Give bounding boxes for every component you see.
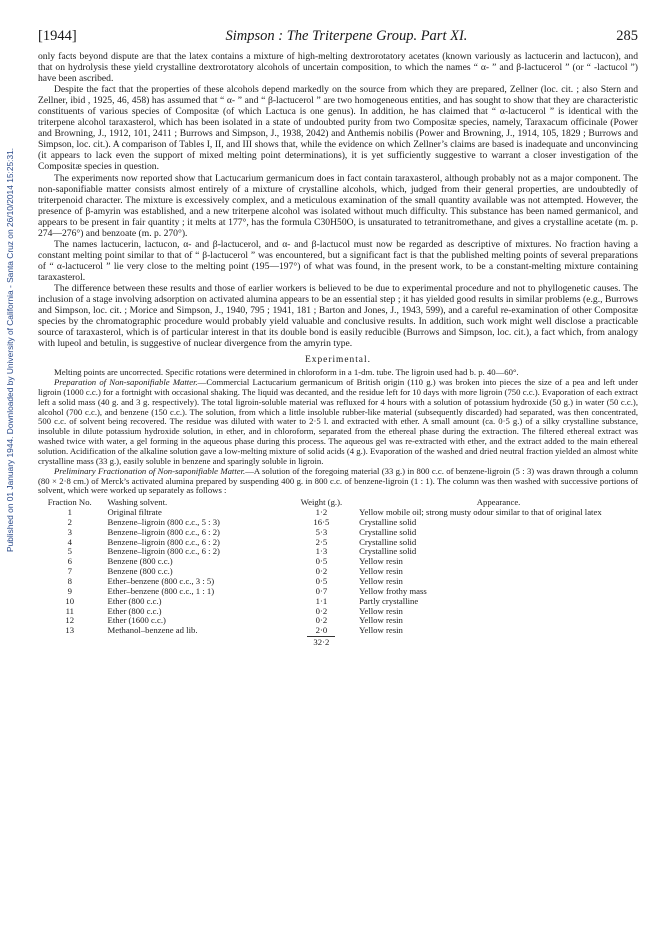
fraction-appearance: Yellow frothy mass xyxy=(359,585,427,596)
paragraph-text: —A solution of the foregoing material (33 g.) in 800 c.c. of benzene-ligroin (5 : 3) was drawn through a column (80 × 2·8 cm.) of Merck’s activated alumina prepared by suspending 400 g. in 800 c.c. of benzene-ligroin (1 : 1). The column was then washed with successive portions of solvent, which were worked up separately as follows : xyxy=(38,465,638,496)
fraction-weight: 2·0 xyxy=(315,625,328,636)
header-page-number: 285 xyxy=(616,28,638,44)
fractionation-paragraph xyxy=(38,467,638,497)
fraction-appearance: Crystalline solid xyxy=(359,536,417,547)
column-header: Fraction No. xyxy=(47,497,92,508)
washing-solvent: Ether (800 c.c.) xyxy=(107,595,162,606)
fraction-number: 3 xyxy=(67,526,72,537)
fraction-weight: 0·2 xyxy=(315,566,328,577)
fraction-number: 11 xyxy=(65,605,74,616)
run-in-heading: Preparation of Non-saponifiable Matter. xyxy=(54,377,198,388)
fraction-appearance: Yellow mobile oil; strong musty odour similar to that of original latex xyxy=(359,507,602,518)
table-row xyxy=(38,626,638,636)
fraction-appearance: Crystalline solid xyxy=(359,526,417,537)
fraction-number: 2 xyxy=(67,516,72,527)
fraction-weight: 0·5 xyxy=(315,575,328,586)
fraction-weight: 0·2 xyxy=(315,605,328,616)
washing-solvent: Benzene (800 c.c.) xyxy=(107,566,173,577)
table-body xyxy=(38,508,638,636)
fraction-appearance: Yellow resin xyxy=(359,556,403,567)
fraction-appearance: Crystalline solid xyxy=(359,546,417,557)
header-title: Simpson : The Triterpene Group. Part XI. xyxy=(225,28,468,44)
download-watermark: Published on 01 January 1944. Downloaded by University of California - Santa Cruz on 26/10/2014 15:25:31. xyxy=(5,147,15,553)
fraction-weight: 1·1 xyxy=(315,595,328,606)
washing-solvent: Original filtrate xyxy=(107,507,162,518)
fraction-weight: 0·5 xyxy=(315,556,328,567)
fraction-number: 4 xyxy=(67,536,72,547)
fraction-weight: 0·2 xyxy=(315,615,328,626)
section-heading: Experimental. xyxy=(305,355,371,366)
paragraph: The difference between these results and those of earlier workers is believed to be due to experimental procedure and not to phyllogenetic causes. The inclusion of a stage involving adsorption on activated alumina appears to be an essential step ; it has yielded good results in similar problems (e.g., Burrows and Simpson, loc. cit. ; Morice and Simpson, J., 1940, 795 ; 1941, 181 ; Barton and Jones, J., 1943, 599), and a careful re-examination of other Compositæ species by the chromatographic procedure would probably yield valuable and conclusive results. In addition, such work might well disclose a practicable source of taraxasterol, which is of particular interest in that its double bond is easily reducible (Burrows and Simpson, loc. cit.), a fact which, from analogy with lupeol and betulin, is suggestive of nuclear divergence from the amyrin type. xyxy=(38,282,638,350)
fraction-weight: 2·5 xyxy=(315,536,328,547)
fraction-appearance: Yellow resin xyxy=(359,615,403,626)
fraction-number: 1 xyxy=(67,507,72,518)
fraction-appearance: Partly crystalline xyxy=(359,595,419,606)
fraction-weight: 1·2 xyxy=(315,507,328,518)
total-weight: 32·2 xyxy=(307,636,335,648)
washing-solvent: Ether (1600 c.c.) xyxy=(107,615,166,626)
fraction-number: 12 xyxy=(65,615,75,626)
experimental-section xyxy=(38,368,638,496)
paragraph-text: —Commercial Lactucarium germanicum of British origin (110 g.) was broken into pieces the size of a pea and left under ligroin (1000 c.c.) for a fortnight with occasional shaking. The liquid was decanted, and the residue left for 10 days with more ligroin (750 c.c.). Evaporation of each extract left a solid mass (40 g. and 3 g. respectively). The total ligroin-soluble material was refluxed for 4 hours with a solution of potassium hydroxide (50 g.) in water (50 c.c.), alcohol (700 c.c.), and benzene (150 c.c.). The solution, from which a little insoluble rubber-like material (subsequently discarded) had separated, was then concentrated, 500 c.c. of solvent being recovered. The residue was diluted with water to 2·5 l. and extracted with ether. A small amount (ca. 0·5 g.) of a silky crystalline substance, insoluble in dilute potassium hydroxide solution, in ether, and in chloroform, separated from the ethereal phase during the extraction. The filtered ethereal extract was washed twice with water, a gel forming in the aqueous phase during this process. The aqueous gel was re-extracted with ether, and the extract added to the main ethereal solution. Acidification of the alkaline solution gave a low-melting mixture of solid acids (4 g.). Evaporation of the washed and dried neutral fraction yielded an almost white crystalline mass (33 g.), easily soluble in benzene and sparingly soluble in ligroin. xyxy=(38,377,639,466)
paragraph: The experiments now reported show that Lactucarium germanicum does in fact contain taraxasterol, although probably not as a major component. The non-saponifiable matter consists almost entirely of a mixture of crystalline alcohols, which, judged from their general properties, are undoubtedly of triterpenoid character. The mixture is excessively complex, and a meticulous examination of the small quantity available was not attempted. However, the presence of β-amyrin was established, and a new triterpene alcohol was isolated without much difficulty. This substance has been named germanicol, and appears to be present in fair quantity ; it melts at 177°, has the formula C30H50O, is unsaturated to tetranitromethane, and gives a crystalline acetate (m. p. 274—276°) and benzoate (m. p. 270°). xyxy=(38,172,638,239)
header-year: [1944] xyxy=(38,28,77,44)
fraction-number: 10 xyxy=(65,595,75,606)
paragraph: only facts beyond dispute are that the latex contains a mixture of high-melting dextrorotatory acetates (known variously as lactucerin and lactucon), and that on hydrolysis these yield crystalline dextrorotatory alcohols of uncertain composition, to which the names “ α- ” and β-lactucerol ” (or “ -lactucol ”) have been ascribed. xyxy=(38,51,638,85)
fraction-table xyxy=(38,498,638,648)
paragraph: The names lactucerin, lactucon, α- and β-lactucerol, and α- and β-lactucol must now be regarded as descriptive of mixtures. No fraction having a constant melting point similar to that of “ β-lactucerol ” was encountered, but a significant fact is that the published melting points of several preparations of “ α-lactucerol ” lie very close to the melting point (195—197°) of what was found, in the present work, to be a constant-melting mixture containing taraxasterol. xyxy=(38,238,638,283)
column-header: Washing solvent. xyxy=(107,497,168,508)
preparation-paragraph xyxy=(38,378,638,467)
running-header xyxy=(38,28,638,45)
body-text xyxy=(38,51,638,349)
experimental-intro: Melting points are uncorrected. Specific rotations were determined in chloroform in a 1-dm. tube. The ligroin used had b. p. 40—60°. xyxy=(54,367,519,378)
table-total-row xyxy=(38,636,638,648)
fraction-number: 5 xyxy=(67,546,72,557)
fraction-number: 8 xyxy=(67,575,72,586)
column-header: Weight (g.). xyxy=(300,497,343,508)
fraction-number: 13 xyxy=(65,625,75,636)
fraction-number: 7 xyxy=(67,566,72,577)
fraction-appearance: Yellow resin xyxy=(359,575,403,586)
fraction-appearance: Yellow resin xyxy=(359,605,403,616)
fraction-appearance: Crystalline solid xyxy=(359,516,417,527)
washing-solvent: Ether–benzene (800 c.c., 3 : 5) xyxy=(107,575,215,586)
fraction-appearance: Yellow resin xyxy=(359,625,403,636)
paragraph: Despite the fact that the properties of these alcohols depend markedly on the source from which they are prepared, Zellner (loc. cit. ; also Stern and Zellner, ibid , 1925, 46, 458) has assumed that “ α- ” and “ β-lactucerol ” are two homogeneous entities, and has sought to show that they are characteristic constituents of various species of Compositæ (of which Lactuca is one genus). In addition, he has claimed that “ α-lactucerol ” is identical with the triterpene alcohol taraxasterol, which has been isolated in a state of undoubted purity from two Compositæ species, namely, Taraxacum officinale (Power and Browning, J., 1912, 101, 2411 ; Burrows and Simpson, J., 1938, 2042) and Anthemis nobilis (Power and Browning, J., 1914, 105, 1829 ; Burrows and Simpson, loc. cit.). A comparison of Tables I, II, and III shows that, while the evidence on which Zellner’s claims are based is inadequate and unconvincing (it appears to lack even the support of mixed melting point determinations), it is yet sufficiently suggestive to warrant a closer investigation of the Compositæ species in question. xyxy=(38,84,638,173)
fraction-weight: 1·3 xyxy=(315,546,328,557)
run-in-heading: Preliminary Fractionation of Non-saponifiable Matter. xyxy=(54,465,246,476)
washing-solvent: Benzene–ligroin (800 c.c., 6 : 2) xyxy=(107,526,220,537)
washing-solvent: Benzene (800 c.c.) xyxy=(107,556,173,567)
washing-solvent: Benzene–ligroin (800 c.c., 6 : 2) xyxy=(107,546,220,557)
fraction-weight: 5·3 xyxy=(315,526,328,537)
journal-page xyxy=(38,28,638,648)
fraction-number: 9 xyxy=(67,585,72,596)
washing-solvent: Ether–benzene (800 c.c., 1 : 1) xyxy=(107,585,215,596)
fraction-weight: 16·5 xyxy=(313,516,330,527)
fraction-weight: 0·7 xyxy=(315,585,328,596)
column-header: Appearance. xyxy=(476,497,521,508)
washing-solvent: Benzene–ligroin (800 c.c., 6 : 2) xyxy=(107,536,220,547)
washing-solvent: Benzene–ligroin (800 c.c., 5 : 3) xyxy=(107,516,220,527)
fraction-number: 6 xyxy=(67,556,72,567)
fraction-appearance: Yellow resin xyxy=(359,566,403,577)
washing-solvent: Methanol–benzene ad lib. xyxy=(107,625,198,636)
washing-solvent: Ether (800 c.c.) xyxy=(107,605,162,616)
